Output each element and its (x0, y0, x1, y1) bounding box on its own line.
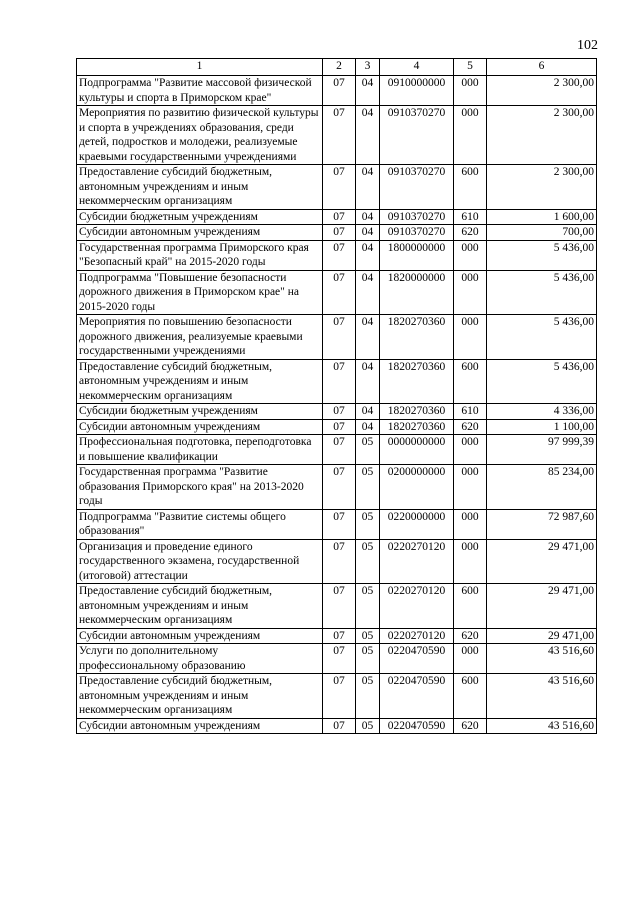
row-sum-cell: 72 987,60 (487, 509, 597, 539)
row-subsection-cell: 05 (356, 509, 380, 539)
row-subsection-cell: 05 (356, 465, 380, 510)
row-target-cell: 0910370270 (380, 209, 454, 225)
row-subsection-cell: 05 (356, 644, 380, 674)
row-sum-cell: 4 336,00 (487, 404, 597, 420)
row-target-cell: 0220270120 (380, 628, 454, 644)
header-row (77, 59, 597, 76)
row-sum-cell: 1 100,00 (487, 419, 597, 435)
row-subsection-cell: 04 (356, 315, 380, 360)
row-name-cell: Подпрограмма "Развитие системы общего образования" (77, 509, 323, 539)
row-sum-cell: 1 600,00 (487, 209, 597, 225)
row-subsection-cell: 04 (356, 225, 380, 241)
row-subsection-cell: 04 (356, 106, 380, 165)
row-sum-cell: 29 471,00 (487, 539, 597, 584)
row-section-cell: 07 (323, 165, 356, 210)
row-target-cell: 0910370270 (380, 165, 454, 210)
row-section-cell: 07 (323, 225, 356, 241)
row-sum-cell: 85 234,00 (487, 465, 597, 510)
table-row (77, 76, 597, 106)
row-name-cell: Мероприятия по повышению безопасности дорожного движения, реализуемые краевыми государственными учреждениями (77, 315, 323, 360)
row-sum-cell: 2 300,00 (487, 106, 597, 165)
row-expense-type-cell: 000 (454, 270, 487, 315)
row-target-cell: 0220470590 (380, 718, 454, 734)
row-sum-cell: 2 300,00 (487, 76, 597, 106)
table-row (77, 165, 597, 210)
row-section-cell: 07 (323, 419, 356, 435)
row-name-cell: Подпрограмма "Повышение безопасности дорожного движения в Приморском крае" на 2015-2020 годы (77, 270, 323, 315)
budget-table (76, 58, 597, 734)
row-section-cell: 07 (323, 106, 356, 165)
row-section-cell: 07 (323, 674, 356, 719)
row-sum-cell: 43 516,60 (487, 674, 597, 719)
row-subsection-cell: 05 (356, 539, 380, 584)
row-expense-type-cell: 000 (454, 465, 487, 510)
row-name-cell: Предоставление субсидий бюджетным, автономным учреждениям и иным некоммерческим организациям (77, 584, 323, 629)
header-cell-2: 2 (323, 59, 356, 76)
row-section-cell: 07 (323, 270, 356, 315)
row-subsection-cell: 05 (356, 435, 380, 465)
row-subsection-cell: 04 (356, 165, 380, 210)
row-target-cell: 1820270360 (380, 315, 454, 360)
table-row (77, 419, 597, 435)
row-target-cell: 1820270360 (380, 404, 454, 420)
row-name-cell: Подпрограмма "Развитие массовой физической культуры и спорта в Приморском крае" (77, 76, 323, 106)
row-subsection-cell: 05 (356, 718, 380, 734)
row-target-cell: 0220470590 (380, 674, 454, 719)
row-section-cell: 07 (323, 240, 356, 270)
row-name-cell: Организация и проведение единого государственного экзамена, государственной (итоговой) аттестации (77, 539, 323, 584)
header-cell-6: 6 (487, 59, 597, 76)
table-row (77, 509, 597, 539)
page-number: 102 (577, 38, 598, 53)
row-section-cell: 07 (323, 644, 356, 674)
row-expense-type-cell: 610 (454, 209, 487, 225)
row-expense-type-cell: 620 (454, 225, 487, 241)
table-row (77, 225, 597, 241)
row-expense-type-cell: 000 (454, 240, 487, 270)
row-sum-cell: 29 471,00 (487, 628, 597, 644)
row-expense-type-cell: 000 (454, 509, 487, 539)
row-name-cell: Услуги по дополнительному профессиональному образованию (77, 644, 323, 674)
row-expense-type-cell: 600 (454, 165, 487, 210)
row-subsection-cell: 05 (356, 628, 380, 644)
row-target-cell: 0910370270 (380, 106, 454, 165)
row-target-cell: 0220270120 (380, 539, 454, 584)
row-name-cell: Субсидии автономным учреждениям (77, 419, 323, 435)
row-expense-type-cell: 000 (454, 435, 487, 465)
table-row (77, 628, 597, 644)
row-section-cell: 07 (323, 435, 356, 465)
row-section-cell: 07 (323, 76, 356, 106)
row-sum-cell: 2 300,00 (487, 165, 597, 210)
table-row (77, 106, 597, 165)
row-expense-type-cell: 600 (454, 674, 487, 719)
row-subsection-cell: 04 (356, 359, 380, 404)
row-expense-type-cell: 620 (454, 419, 487, 435)
row-target-cell: 0220270120 (380, 584, 454, 629)
row-name-cell: Субсидии автономным учреждениям (77, 225, 323, 241)
row-sum-cell: 700,00 (487, 225, 597, 241)
row-subsection-cell: 04 (356, 209, 380, 225)
row-target-cell: 0200000000 (380, 465, 454, 510)
table-row (77, 435, 597, 465)
row-sum-cell: 43 516,60 (487, 718, 597, 734)
row-name-cell: Субсидии автономным учреждениям (77, 628, 323, 644)
row-sum-cell: 97 999,39 (487, 435, 597, 465)
table-row (77, 315, 597, 360)
row-expense-type-cell: 000 (454, 106, 487, 165)
table-row (77, 644, 597, 674)
row-name-cell: Субсидии бюджетным учреждениям (77, 209, 323, 225)
row-sum-cell: 5 436,00 (487, 359, 597, 404)
row-name-cell: Мероприятия по развитию физической культуры и спорта в учреждениях образования, среди детей, подростков и молодежи, реализуемые краевыми государственными учреждениями (77, 106, 323, 165)
row-section-cell: 07 (323, 315, 356, 360)
row-section-cell: 07 (323, 509, 356, 539)
table-row (77, 240, 597, 270)
row-sum-cell: 29 471,00 (487, 584, 597, 629)
row-expense-type-cell: 000 (454, 644, 487, 674)
row-expense-type-cell: 600 (454, 584, 487, 629)
table-row (77, 404, 597, 420)
row-subsection-cell: 05 (356, 584, 380, 629)
row-name-cell: Субсидии бюджетным учреждениям (77, 404, 323, 420)
row-name-cell: Государственная программа "Развитие образования Приморского края" на 2013-2020 годы (77, 465, 323, 510)
table-row (77, 718, 597, 734)
row-sum-cell: 5 436,00 (487, 315, 597, 360)
row-expense-type-cell: 610 (454, 404, 487, 420)
table-row (77, 209, 597, 225)
row-target-cell: 1800000000 (380, 240, 454, 270)
row-subsection-cell: 04 (356, 76, 380, 106)
row-section-cell: 07 (323, 539, 356, 584)
row-target-cell: 1820270360 (380, 359, 454, 404)
row-target-cell: 0220470590 (380, 644, 454, 674)
table-row (77, 465, 597, 510)
header-cell-5: 5 (454, 59, 487, 76)
row-subsection-cell: 04 (356, 404, 380, 420)
row-name-cell: Профессиональная подготовка, переподготовка и повышение квалификации (77, 435, 323, 465)
table-row (77, 674, 597, 719)
row-section-cell: 07 (323, 718, 356, 734)
row-name-cell: Субсидии автономным учреждениям (77, 718, 323, 734)
header-cell-4: 4 (380, 59, 454, 76)
table-row (77, 584, 597, 629)
row-expense-type-cell: 000 (454, 315, 487, 360)
row-subsection-cell: 04 (356, 419, 380, 435)
row-sum-cell: 5 436,00 (487, 240, 597, 270)
header-cell-1: 1 (77, 59, 323, 76)
row-expense-type-cell: 620 (454, 628, 487, 644)
table-row (77, 539, 597, 584)
row-name-cell: Предоставление субсидий бюджетным, автономным учреждениям и иным некоммерческим организациям (77, 165, 323, 210)
row-expense-type-cell: 000 (454, 76, 487, 106)
row-sum-cell: 43 516,60 (487, 644, 597, 674)
row-section-cell: 07 (323, 584, 356, 629)
row-section-cell: 07 (323, 628, 356, 644)
table-row (77, 270, 597, 315)
row-target-cell: 0220000000 (380, 509, 454, 539)
row-target-cell: 0910370270 (380, 225, 454, 241)
row-section-cell: 07 (323, 209, 356, 225)
row-target-cell: 0910000000 (380, 76, 454, 106)
row-section-cell: 07 (323, 465, 356, 510)
row-name-cell: Предоставление субсидий бюджетным, автономным учреждениям и иным некоммерческим организациям (77, 674, 323, 719)
table-row (77, 359, 597, 404)
row-target-cell: 1820270360 (380, 419, 454, 435)
row-subsection-cell: 05 (356, 674, 380, 719)
header-cell-3: 3 (356, 59, 380, 76)
row-subsection-cell: 04 (356, 270, 380, 315)
row-sum-cell: 5 436,00 (487, 270, 597, 315)
row-section-cell: 07 (323, 404, 356, 420)
row-expense-type-cell: 620 (454, 718, 487, 734)
row-expense-type-cell: 600 (454, 359, 487, 404)
row-name-cell: Государственная программа Приморского края "Безопасный край" на 2015-2020 годы (77, 240, 323, 270)
row-name-cell: Предоставление субсидий бюджетным, автономным учреждениям и иным некоммерческим организациям (77, 359, 323, 404)
row-target-cell: 1820000000 (380, 270, 454, 315)
row-section-cell: 07 (323, 359, 356, 404)
row-expense-type-cell: 000 (454, 539, 487, 584)
row-target-cell: 0000000000 (380, 435, 454, 465)
row-subsection-cell: 04 (356, 240, 380, 270)
